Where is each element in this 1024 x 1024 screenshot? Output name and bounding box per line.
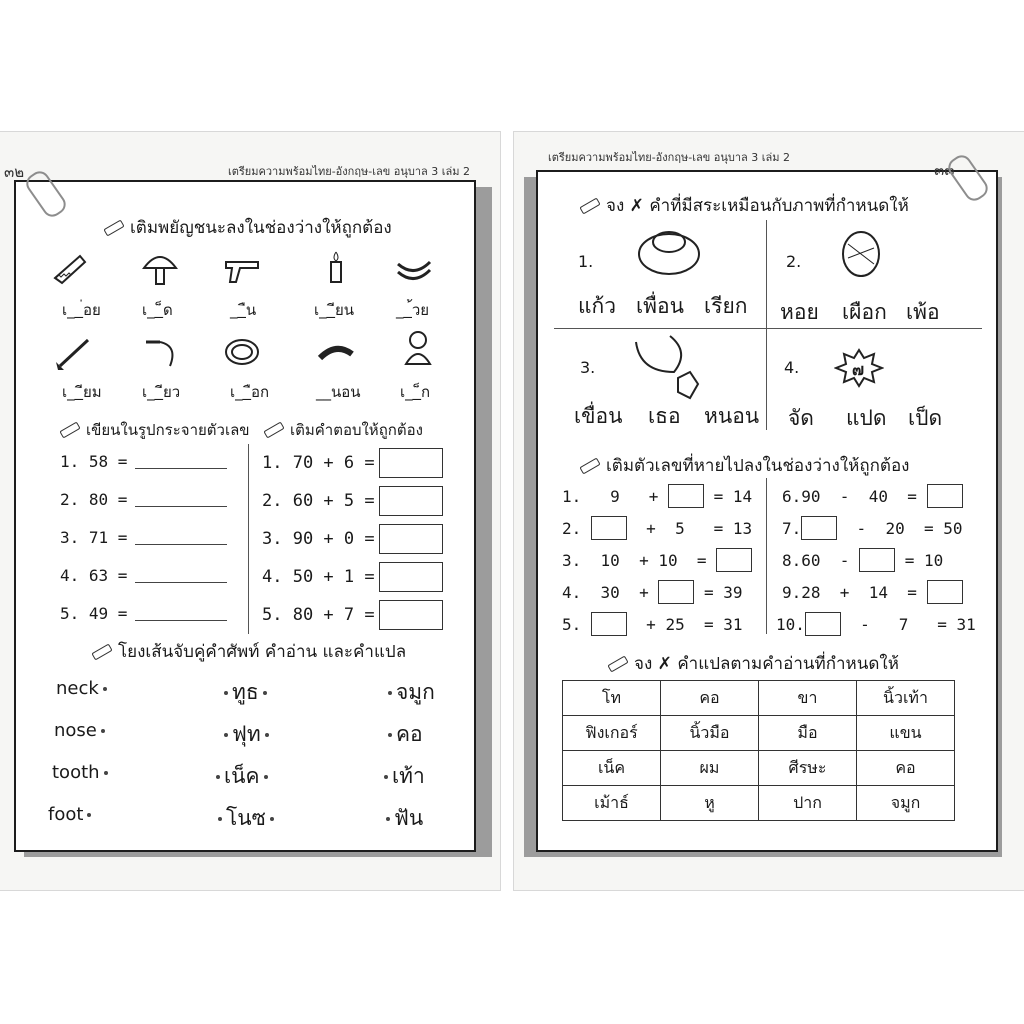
question-number: 1. [578,252,594,271]
ring-icon [634,222,704,278]
english-word[interactable]: foot [48,804,95,825]
reading-cell: เน็ค [563,751,661,786]
table-row [563,751,955,786]
taro-icon [836,224,886,280]
answer-box[interactable] [658,580,694,604]
section-title: จง ✗ คำที่มีสระเหมือนกับภาพที่กำหนดให้ [580,192,909,219]
choice-cell[interactable]: จมูก [857,786,955,821]
answer-box[interactable] [859,548,895,572]
answer-box[interactable] [591,612,627,636]
section-title: เติมคำตอบให้ถูกต้อง [264,418,423,442]
choice-word[interactable]: หอย [780,300,819,324]
choice-cell[interactable]: ผม [661,751,759,786]
question-number: 2. [786,252,802,271]
equation-row: 7. - 20 = 50 [782,516,963,540]
pencil-icon [91,643,112,660]
answer-box[interactable] [668,484,704,508]
table-row [563,681,955,716]
pencil-icon [263,422,284,439]
answer-box[interactable] [379,448,443,478]
pencil-icon [59,422,80,439]
word-blank: เ__ียน [314,301,355,319]
expand-item: 4. 63 = [60,566,227,585]
word-blank: เ__ียม [62,383,102,401]
candle-icon [316,248,356,288]
equation-row: 6. 90 - 40 = [782,484,963,508]
pencil-icon [579,457,600,474]
word-blank: __ืน [230,301,257,319]
page-header: เตรียมความพร้อมไทย-อังกฤษ-เลข อนุบาล 3 เล่ม 2 [228,165,470,178]
reading-word[interactable]: ฟุท [220,718,273,751]
answer-line[interactable] [135,530,227,545]
shovel-icon [52,332,92,372]
pencil-icon [579,197,600,214]
reading-cell: เม้าธ์ [563,786,661,821]
meaning-word[interactable]: เท้า [380,760,425,793]
column-divider [248,444,249,634]
answer-box[interactable] [379,562,443,592]
choice-word[interactable]: แปด [846,406,887,430]
choice-cell[interactable]: นิ้วเท้า [857,681,955,716]
equation-row: 2. + 5 = 13 [562,516,752,540]
choice-word[interactable]: เผือก [842,300,887,324]
word-blank: เ__ียว [142,383,181,401]
choice-cell[interactable]: คอ [857,751,955,786]
right-page [514,132,1024,890]
equation-row: 8. 60 - = 10 [782,548,943,572]
meaning-word[interactable]: จมูก [384,676,435,709]
equation-row: 10. - 7 = 31 [776,612,976,636]
choice-word[interactable]: เพื่อน [636,294,684,318]
expand-item: 2. 80 = [60,490,227,509]
answer-box[interactable] [591,516,627,540]
pencil-icon [607,655,628,672]
choice-word[interactable]: เพ้อ [906,300,940,324]
choice-cell[interactable]: ปาก [759,786,857,821]
answer-line[interactable] [135,568,227,583]
section-title: โยงเส้นจับคู่คำศัพท์ คำอ่าน และคำแปล [92,638,406,665]
rope-icon [222,332,262,372]
expand-item: 5. 49 = [60,604,227,623]
column-divider [766,478,767,634]
answer-box[interactable] [801,516,837,540]
choice-cell[interactable]: ศีรษะ [759,751,857,786]
answer-box[interactable] [379,600,443,630]
addition-item: 5. 80 + 7 = [262,600,443,630]
baby-icon [398,328,438,368]
necklace-icon [630,332,710,404]
addition-item: 4. 50 + 1 = [262,562,443,592]
expand-item: 3. 71 = [60,528,227,547]
choice-word[interactable]: จัด [788,406,814,430]
section-title: เขียนในรูปกระจายตัวเลข [60,418,250,442]
table-row [563,716,955,751]
choice-cell[interactable]: หู [661,786,759,821]
equation-row: 5. + 25 = 31 [562,612,743,636]
choice-cell[interactable]: คอ [661,681,759,716]
page-number: ๓๒ [4,163,25,181]
section-title: เติมตัวเลขที่หายไปลงในช่องว่างให้ถูกต้อง [580,452,909,479]
number-badge: ๗ [852,360,865,379]
answer-box[interactable] [805,612,841,636]
word-blank: __นอน [316,383,361,401]
word-blank: เ__ือก [230,383,270,401]
reading-word[interactable]: ทูธ [220,676,271,709]
left-page [0,132,500,890]
grid-divider [766,220,767,430]
question-number: 4. [784,358,800,377]
gun-icon [222,248,262,288]
answer-line[interactable] [135,606,227,621]
banana-icon [394,248,434,288]
choice-cell[interactable]: ขา [759,681,857,716]
meaning-word[interactable]: ฟัน [382,802,423,835]
english-word[interactable]: tooth [52,762,112,783]
reading-cell: ฟิงเกอร์ [563,716,661,751]
word-blank: เ__็ก [400,383,431,401]
answer-box[interactable] [927,580,963,604]
word-blank: __้วย [396,301,430,319]
meaning-word[interactable]: คอ [384,718,423,751]
addition-item: 1. 70 + 6 = [262,448,443,478]
choice-word[interactable]: เป็ด [908,406,943,430]
choice-word[interactable]: เรียก [704,294,748,318]
section-title: จง ✗ คำแปลตามคำอ่านที่กำหนดให้ [608,650,899,677]
saw-icon [50,248,90,288]
choice-cell[interactable]: มือ [759,716,857,751]
page-header: เตรียมความพร้อมไทย-อังกฤษ-เลข อนุบาล 3 เล่ม 2 [548,151,790,164]
page-number: ๓๓ [934,161,955,179]
expand-item: 1. 58 = [60,452,227,471]
answer-box[interactable] [716,548,752,572]
mushroom-icon [140,248,180,288]
addition-item: 3. 90 + 0 = [262,524,443,554]
section-title: เติมพยัญชนะลงในช่องว่างให้ถูกต้อง [104,214,392,241]
question-number: 3. [580,358,596,377]
caterpillar-icon [316,332,356,372]
addition-item: 2. 60 + 5 = [262,486,443,516]
choice-cell[interactable]: แขน [857,716,955,751]
reading-cell: โท [563,681,661,716]
table-row [563,786,955,821]
equation-row: 9. 28 + 14 = [782,580,963,604]
choice-word[interactable]: แก้ว [578,294,617,318]
answer-line[interactable] [135,492,227,507]
choice-cell[interactable]: นิ้วมือ [661,716,759,751]
answer-box[interactable] [379,486,443,516]
word-blank: เ__่อย [62,301,101,319]
answer-box[interactable] [379,524,443,554]
english-word[interactable]: neck [56,678,111,699]
reading-word[interactable]: โนซ [214,802,278,835]
equation-row: 1. 9 + = 14 [562,484,752,508]
answer-line[interactable] [135,454,227,469]
pencil-icon [103,219,124,236]
choice-word[interactable]: หนอน [704,404,760,428]
reading-word[interactable]: เน็ค [212,760,272,793]
sickle-icon [140,332,180,372]
equation-row: 4. 30 + = 39 [562,580,743,604]
translation-table [562,680,955,821]
english-word[interactable]: nose [54,720,109,741]
equation-row: 3. 10 + 10 = [562,548,752,572]
choice-word[interactable]: เขื่อน [574,404,623,428]
answer-box[interactable] [927,484,963,508]
choice-word[interactable]: เธอ [648,404,681,428]
word-blank: เ__็ด [142,301,173,319]
